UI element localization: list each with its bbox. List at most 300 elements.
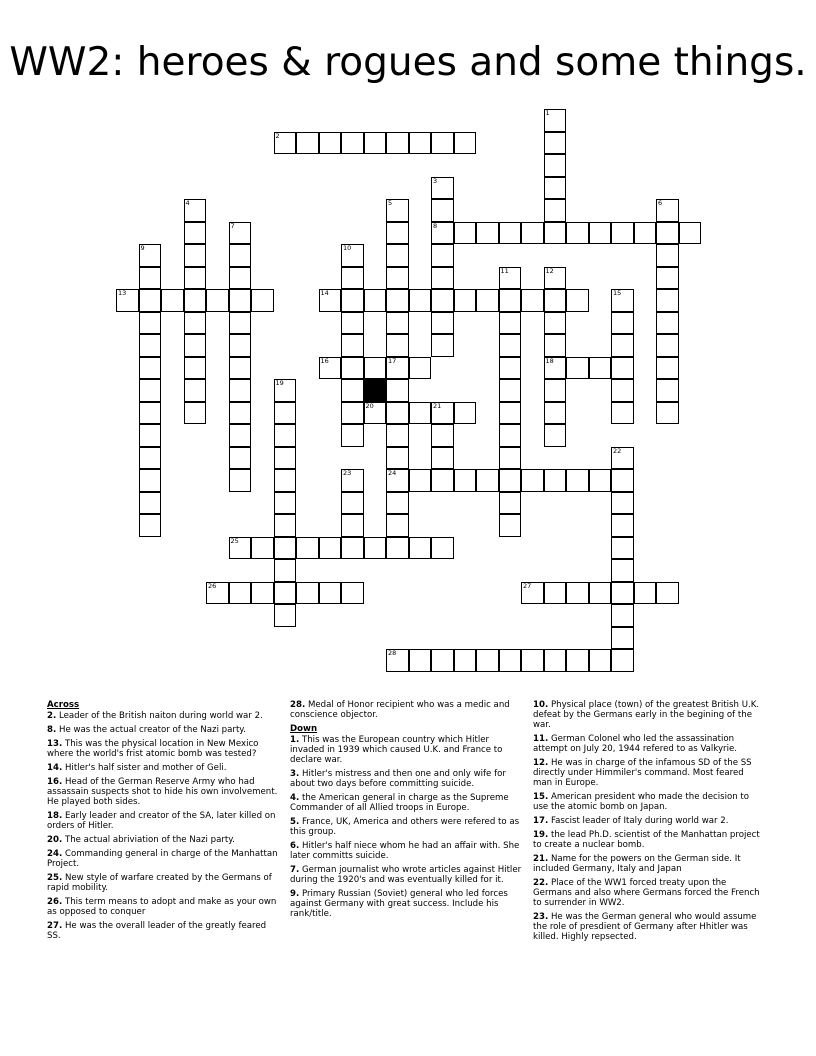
down-clue [290,769,522,789]
crossword-cell[interactable] [656,222,679,245]
crossword-cell[interactable] [229,402,252,425]
crossword-cell[interactable] [409,649,432,672]
crossword-cell[interactable] [611,402,634,425]
crossword-cell[interactable] [319,132,342,155]
crossword-cell[interactable] [341,357,364,380]
clue-text: Hitler's mistress and then one and only wife for about two days before committing suicide. [290,769,506,789]
crossword-cell[interactable] [341,289,364,312]
crossword-cell[interactable] [386,537,409,560]
crossword-cell[interactable] [656,289,679,312]
crossword-cell[interactable] [409,537,432,560]
crossword-cell[interactable] [386,379,409,402]
crossword-cell[interactable] [431,199,454,222]
across-clue [47,711,279,721]
crossword-cell[interactable] [499,267,522,290]
crossword-cell[interactable] [566,289,589,312]
clue-number: 3 [433,176,438,185]
crossword-cell[interactable] [521,289,544,312]
crossword-cell[interactable] [544,199,567,222]
clue-number-label: 15. [533,792,549,802]
crossword-cell[interactable] [521,582,544,605]
clue-text: This was the European country which Hitler invaded in 1939 which caused U.K. and France to declare war. [290,735,503,765]
crossword-cell[interactable] [206,289,229,312]
clue-text: This term means to adopt and make as your own as opposed to conquer [47,897,277,917]
crossword-cell[interactable] [566,469,589,492]
crossword-cell[interactable] [139,469,162,492]
down-clue [533,734,765,754]
crossword-cell[interactable] [184,267,207,290]
crossword-cell[interactable] [274,447,297,470]
crossword-cell[interactable] [229,222,252,245]
crossword-cell[interactable] [656,379,679,402]
clue-number-label: 22. [533,878,549,888]
crossword-cell[interactable] [319,357,342,380]
black-cell [364,379,387,402]
crossword-cell[interactable] [521,222,544,245]
clue-text: Place of the WW1 forced treaty upon the Germans and also where Germans forced the French to surrender in WW2. [533,878,760,908]
crossword-cell[interactable] [656,267,679,290]
crossword-cell[interactable] [431,447,454,470]
clue-text: Head of the German Reserve Army who had assassain suspects shot to hide his own involvement. He played both sides. [47,777,278,807]
clue-number: 24 [388,469,397,477]
crossword-cell[interactable] [544,154,567,177]
crossword-cell[interactable] [274,604,297,627]
crossword-cell[interactable] [476,289,499,312]
crossword-cell[interactable] [611,582,634,605]
crossword-cell[interactable] [184,222,207,245]
crossword-cell[interactable] [656,244,679,267]
crossword-cell[interactable] [431,424,454,447]
crossword-cell[interactable] [544,402,567,425]
clue-number: 10 [343,244,352,252]
crossword-cell[interactable] [499,649,522,672]
crossword-cell[interactable] [341,244,364,267]
crossword-cell[interactable] [454,649,477,672]
crossword-cell[interactable] [409,402,432,425]
crossword-cell[interactable] [229,582,252,605]
clue-number-label: 6. [290,841,300,851]
crossword-cell[interactable] [386,199,409,222]
clue-text: He was the actual creator of the Nazi party. [56,725,246,735]
crossword-cell[interactable] [319,537,342,560]
crossword-cell[interactable] [589,469,612,492]
clue-text: Name for the powers on the German side. It included Germany, Italy and Japan [533,854,741,874]
crossword-cell[interactable] [499,492,522,515]
crossword-cell[interactable] [431,312,454,335]
clue-text: He was the German general who would assume the role of presdient of Germany after Hhitler was killed. Highly repsected. [533,912,757,942]
crossword-cell[interactable] [296,537,319,560]
crossword-cell[interactable] [544,267,567,290]
crossword-cell[interactable] [431,537,454,560]
crossword-cell[interactable] [229,267,252,290]
crossword-cell[interactable] [341,469,364,492]
crossword-cell[interactable] [499,424,522,447]
crossword-cell[interactable] [386,402,409,425]
clue-text: Commanding general in charge of the Manhattan Project. [47,849,278,869]
crossword-cell[interactable] [566,582,589,605]
crossword-cell[interactable] [386,222,409,245]
crossword-cell[interactable] [386,469,409,492]
crossword-cell[interactable] [229,289,252,312]
down-clue [533,912,765,942]
crossword-cell[interactable] [409,357,432,380]
crossword-cell[interactable] [251,289,274,312]
clue-number-label: 20. [47,835,63,845]
down-list-a [290,735,522,919]
clue-text: This was the physical location in New Mexico where the world's frist atomic bomb was tested? [47,739,259,759]
down-clue [290,793,522,813]
crossword-cell[interactable] [431,469,454,492]
crossword-cell[interactable] [161,289,184,312]
clue-text: Early leader and creator of the SA, later killed on orders of Hitler. [47,811,276,831]
clue-number: 5 [388,199,393,207]
down-clue [290,865,522,885]
crossword-cell[interactable] [409,132,432,155]
down-clue [533,816,765,826]
crossword-cell[interactable] [454,402,477,425]
across-clue [47,725,279,735]
crossword-cell[interactable] [139,289,162,312]
crossword-cell[interactable] [431,177,454,200]
crossword-cell[interactable] [184,244,207,267]
crossword-cell[interactable] [499,222,522,245]
across-clue [47,811,279,831]
crossword-cell[interactable] [229,537,252,560]
clue-number: 1 [545,109,550,117]
crossword-cell[interactable] [431,267,454,290]
crossword-cell[interactable] [476,469,499,492]
clue-number: 16 [320,356,329,365]
crossword-cell[interactable] [656,357,679,380]
crossword-cell[interactable] [319,582,342,605]
crossword-cell[interactable] [521,469,544,492]
crossword-cell[interactable] [274,514,297,537]
crossword-cell[interactable] [499,312,522,335]
clue-text: Hitler's half sister and mother of Geli. [62,763,227,773]
crossword-cell[interactable] [431,649,454,672]
crossword-cell[interactable] [184,379,207,402]
crossword-cell[interactable] [611,357,634,380]
crossword-cell[interactable] [431,222,454,245]
down-clue [533,758,765,788]
crossword-cell[interactable] [656,312,679,335]
crossword-cell[interactable] [544,312,567,335]
crossword-cell[interactable] [431,244,454,267]
crossword-cell[interactable] [229,357,252,380]
across-list-a [47,711,279,941]
down-clue [533,830,765,850]
crossword-cell[interactable] [409,289,432,312]
crossword-cell[interactable] [611,492,634,515]
clue-number-label: 16. [47,777,63,787]
down-clue [290,889,522,919]
crossword-cell[interactable] [229,469,252,492]
crossword-cell[interactable] [544,222,567,245]
crossword-cell[interactable] [251,582,274,605]
clue-text: German journalist who wrote articles against Hitler during the 1920's and was eventually killed for it. [290,865,522,885]
crossword-cell[interactable] [386,424,409,447]
crossword-cell[interactable] [274,492,297,515]
crossword-cell[interactable] [139,492,162,515]
crossword-cell[interactable] [679,222,702,245]
crossword-cell[interactable] [499,379,522,402]
down-list-b [533,700,765,942]
clues-column-2 [290,700,522,923]
crossword-cell[interactable] [251,537,274,560]
clue-text: Fascist leader of Italy during world war 2. [548,816,729,826]
crossword-cell[interactable] [364,289,387,312]
crossword-cell[interactable] [656,582,679,605]
clue-number-label: 21. [533,854,549,864]
crossword-cell[interactable] [611,627,634,650]
crossword-cell[interactable] [566,222,589,245]
crossword-cell[interactable] [341,492,364,515]
crossword-cell[interactable] [229,424,252,447]
clue-text: the lead Ph.D. scientist of the Manhattan project to create a nuclear bomb. [533,830,760,850]
clue-number-label: 11. [533,734,549,744]
crossword-cell[interactable] [386,514,409,537]
crossword-cell[interactable] [319,289,342,312]
crossword-cell[interactable] [386,289,409,312]
down-heading: Down [290,724,318,734]
clue-text: Leader of the British naiton during world war 2. [56,711,263,721]
clue-number-label: 23. [533,912,549,922]
crossword-cell[interactable] [499,334,522,357]
crossword-cell[interactable] [386,447,409,470]
crossword-cell[interactable] [499,357,522,380]
crossword-cell[interactable] [139,312,162,335]
crossword-cell[interactable] [611,447,634,470]
clue-number-label: 26. [47,897,63,907]
crossword-cell[interactable] [544,177,567,200]
crossword-cell[interactable] [634,582,657,605]
clue-number-label: 27. [47,921,63,931]
crossword-cell[interactable] [229,447,252,470]
crossword-cell[interactable] [184,402,207,425]
across-list-b [290,700,522,720]
crossword-cell[interactable] [184,312,207,335]
crossword-cell[interactable] [229,334,252,357]
crossword-cell[interactable] [229,244,252,267]
crossword-cell[interactable] [341,379,364,402]
down-clue [533,878,765,908]
crossword-cell[interactable] [296,582,319,605]
crossword-cell[interactable] [611,649,634,672]
crossword-cell[interactable] [139,379,162,402]
clue-text: Primary Russian (Soviet) general who led forces against Germany with great success. Include his rank/title. [290,889,508,919]
crossword-cell[interactable] [611,604,634,627]
crossword-cell[interactable] [454,289,477,312]
crossword-cell[interactable] [431,289,454,312]
crossword-cell[interactable] [274,402,297,425]
across-clue [47,835,279,845]
crossword-cell[interactable] [229,379,252,402]
crossword-cell[interactable] [566,649,589,672]
crossword-cell[interactable] [544,289,567,312]
across-clue [47,849,279,869]
crossword-cell[interactable] [364,132,387,155]
crossword-cell[interactable] [386,492,409,515]
crossword-cell[interactable] [364,537,387,560]
across-clue [290,700,522,720]
crossword-cell[interactable] [499,402,522,425]
crossword-cell[interactable] [386,357,409,380]
clue-number: 2 [275,131,280,140]
clue-number-label: 12. [533,758,549,768]
crossword-cell[interactable] [431,402,454,425]
clue-number-label: 9. [290,889,300,899]
crossword-cell[interactable] [139,424,162,447]
clue-number: 18 [545,356,554,365]
crossword-cell[interactable] [184,357,207,380]
crossword-cell[interactable] [386,312,409,335]
crossword-cell[interactable] [611,514,634,537]
crossword-cell[interactable] [611,559,634,582]
crossword-cell[interactable] [386,267,409,290]
crossword-cell[interactable] [274,132,297,155]
crossword-cell[interactable] [499,289,522,312]
crossword-cell[interactable] [364,402,387,425]
crossword-cell[interactable] [611,469,634,492]
clue-number: 4 [185,199,190,207]
crossword-cell[interactable] [341,514,364,537]
crossword-cell[interactable] [184,199,207,222]
across-clue [47,777,279,807]
crossword-cell[interactable] [544,109,567,132]
crossword-cell[interactable] [184,289,207,312]
clue-number-label: 5. [290,817,300,827]
clue-number: 22 [613,446,622,455]
clue-number: 19 [275,379,284,387]
crossword-cell[interactable] [139,357,162,380]
crossword-cell[interactable] [409,469,432,492]
crossword-cell[interactable] [544,334,567,357]
crossword-cell[interactable] [341,402,364,425]
crossword-cell[interactable] [611,289,634,312]
crossword-cell[interactable] [386,244,409,267]
crossword-cell[interactable] [364,357,387,380]
crossword-cell[interactable] [544,357,567,380]
crossword-cell[interactable] [274,469,297,492]
crossword-cell[interactable] [454,222,477,245]
clue-number-label: 1. [290,735,300,745]
clue-number-label: 25. [47,873,63,883]
crossword-cell[interactable] [274,379,297,402]
crossword-cell[interactable] [454,469,477,492]
across-heading: Across [47,700,80,710]
crossword-cell[interactable] [476,222,499,245]
crossword-cell[interactable] [341,267,364,290]
across-clue [47,873,279,893]
crossword-cell[interactable] [544,469,567,492]
crossword-cell[interactable] [611,537,634,560]
clue-number: 7 [230,221,235,230]
puzzle-title: WW2: heroes & rogues and some things. [9,40,807,85]
crossword-cell[interactable] [656,199,679,222]
clue-text: Physical place (town) of the greatest British U.K. defeat by the Germans early in the begining of the war. [533,700,760,730]
clue-number: 27 [523,581,532,590]
crossword-cell[interactable] [656,334,679,357]
crossword-cell[interactable] [386,132,409,155]
crossword-cell[interactable] [589,582,612,605]
clue-number-label: 7. [290,865,300,875]
crossword-cell[interactable] [341,582,364,605]
crossword-cell[interactable] [544,649,567,672]
clue-text: German Colonel who led the assassination attempt on July 20, 1944 refered to as Valkyrie. [533,734,737,754]
clue-number-label: 13. [47,739,63,749]
crossword-cell[interactable] [274,537,297,560]
crossword-cell[interactable] [274,559,297,582]
crossword-cell[interactable] [184,334,207,357]
crossword-cell[interactable] [386,334,409,357]
crossword-cell[interactable] [611,379,634,402]
crossword-cell[interactable] [341,537,364,560]
crossword-cell[interactable] [521,649,544,672]
crossword-cell[interactable] [139,402,162,425]
clues-column-3 [533,700,765,946]
clue-text: New style of warfare created by the Germans of rapid mobility. [47,873,272,893]
crossword-cell[interactable] [139,514,162,537]
crossword-cell[interactable] [634,222,657,245]
crossword-cell[interactable] [589,357,612,380]
crossword-cell[interactable] [139,244,162,267]
crossword-cell[interactable] [499,514,522,537]
crossword-cell[interactable] [566,357,589,380]
crossword-cell[interactable] [229,312,252,335]
crossword-cell[interactable] [544,582,567,605]
clue-number-label: 14. [47,763,63,773]
crossword-cell[interactable] [431,334,454,357]
crossword-cell[interactable] [589,222,612,245]
crossword-cell[interactable] [454,132,477,155]
crossword-cell[interactable] [206,582,229,605]
crossword-cell[interactable] [544,424,567,447]
crossword-cell[interactable] [611,334,634,357]
crossword-cell[interactable] [431,132,454,155]
crossword-cell[interactable] [656,402,679,425]
crossword-cell[interactable] [476,649,499,672]
crossword-cell[interactable] [139,447,162,470]
crossword-cell[interactable] [274,582,297,605]
crossword-cell[interactable] [611,222,634,245]
crossword-cell[interactable] [544,132,567,155]
crossword-cell[interactable] [296,132,319,155]
crossword-cell[interactable] [341,132,364,155]
crossword-cell[interactable] [341,424,364,447]
clue-number-label: 19. [533,830,549,840]
clue-text: American president who made the decision to use the atomic bomb on Japan. [533,792,750,812]
clue-number: 28 [388,649,397,657]
crossword-cell[interactable] [139,334,162,357]
crossword-cell[interactable] [386,649,409,672]
clue-number: 8 [433,221,438,230]
crossword-cell[interactable] [499,469,522,492]
clue-text: Medal of Honor recipient who was a medic and conscience objector. [290,700,510,720]
crossword-cell[interactable] [116,289,139,312]
crossword-cell[interactable] [341,312,364,335]
crossword-cell[interactable] [611,312,634,335]
clue-number-label: 28. [290,700,306,710]
crossword-cell[interactable] [341,334,364,357]
crossword-cell[interactable] [139,267,162,290]
clue-number-label: 8. [47,725,57,735]
across-clue [47,897,279,917]
down-clue [533,792,765,812]
crossword-cell[interactable] [274,424,297,447]
crossword-cell[interactable] [589,649,612,672]
crossword-cell[interactable] [544,379,567,402]
crossword-cell[interactable] [499,447,522,470]
